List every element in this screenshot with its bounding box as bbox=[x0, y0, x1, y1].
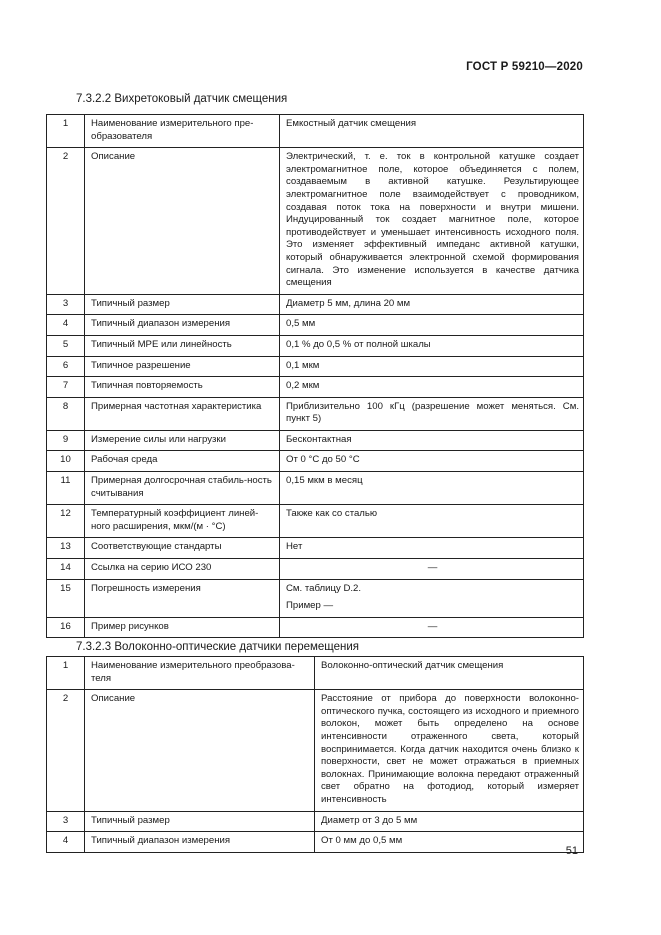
table-row bbox=[47, 690, 584, 811]
parameter-value: Емкостный датчик смещения bbox=[280, 115, 584, 148]
row-number: 14 bbox=[47, 559, 85, 580]
parameter-name: Погрешность измерения bbox=[85, 579, 280, 617]
table-row bbox=[47, 335, 584, 356]
row-number: 5 bbox=[47, 335, 85, 356]
parameter-value: От 0 мм до 0,5 мм bbox=[315, 832, 584, 853]
fiber-optic-sensor-table bbox=[46, 656, 584, 853]
parameter-name: Соответствующие стандарты bbox=[85, 538, 280, 559]
table-row bbox=[47, 315, 584, 336]
parameter-value: Расстояние от прибора до поверхности волоконно-оптического пучка, состоящего из исходного и приемного волокон, может быть определено на основе интенсивности отраженного света, который воспринимается. Когда датчик находится очень близко к поверхности, свет не может отражаться в приемных волокнах. Принимающие волокна передают отраженный свет обратно на фотодиод, который измеряет интенсивность bbox=[315, 690, 584, 811]
example-label: Пример — bbox=[286, 600, 334, 612]
parameter-value: 0,15 мкм в месяц bbox=[280, 472, 584, 505]
row-number: 7 bbox=[47, 377, 85, 398]
table-row bbox=[47, 430, 584, 451]
table-row bbox=[47, 377, 584, 398]
row-number: 16 bbox=[47, 617, 85, 638]
parameter-value: — bbox=[280, 559, 584, 580]
table-row bbox=[47, 356, 584, 377]
row-number: 2 bbox=[47, 148, 85, 295]
parameter-name: Наименование измерительного преобразова-теля bbox=[85, 657, 315, 690]
table-row bbox=[47, 832, 584, 853]
parameter-name: Измерение силы или нагрузки bbox=[85, 430, 280, 451]
parameter-value: 0,1 % до 0,5 % от полной шкалы bbox=[280, 335, 584, 356]
parameter-name: Описание bbox=[85, 690, 315, 811]
table-row bbox=[47, 451, 584, 472]
row-number: 4 bbox=[47, 832, 85, 853]
row-number: 8 bbox=[47, 397, 85, 430]
row-number: 2 bbox=[47, 690, 85, 811]
parameter-name: Ссылка на серию ИСО 230 bbox=[85, 559, 280, 580]
table-row bbox=[47, 397, 584, 430]
table-row bbox=[47, 559, 584, 580]
parameter-value: Бесконтактная bbox=[280, 430, 584, 451]
table-row bbox=[47, 294, 584, 315]
row-number: 10 bbox=[47, 451, 85, 472]
parameter-name: Типичный диапазон измерения bbox=[85, 832, 315, 853]
parameter-value: Волоконно-оптический датчик смещения bbox=[315, 657, 584, 690]
parameter-value: Диаметр от 3 до 5 мм bbox=[315, 811, 584, 832]
parameter-value: Нет bbox=[280, 538, 584, 559]
parameter-value: 0,5 мм bbox=[280, 315, 584, 336]
parameter-value: — bbox=[280, 617, 584, 638]
row-number: 3 bbox=[47, 294, 85, 315]
row-number: 12 bbox=[47, 505, 85, 538]
parameter-name: Примерная частотная характеристика bbox=[85, 397, 280, 430]
parameter-name: Типичный диапазон измерения bbox=[85, 315, 280, 336]
row-number: 6 bbox=[47, 356, 85, 377]
parameter-value: Электрический, т. е. ток в контрольной катушке создает электромагнитное поле, которое объединяется с полем, создаваемым в активной катушке. Результирующее электромагнитное поле взаимодействует с проводником, создавая поток тока на поверхности и внутри мишени. Индуцированный ток создает магнитное поле, которое противодействует и уменьшает интенсивность исходного поля. Это изменяет эффективный импеданс активной катушки, который обнаруживается электронной схемой формирования сигнала. Это изменение используется в качестве датчика смещения bbox=[280, 148, 584, 295]
parameter-name: Типичное разрешение bbox=[85, 356, 280, 377]
table-row bbox=[47, 538, 584, 559]
row-number: 1 bbox=[47, 657, 85, 690]
section-title-fiber-optic: 7.3.2.3 Волоконно-оптические датчики перемещения bbox=[76, 641, 360, 653]
table-row bbox=[47, 579, 584, 617]
row-number: 11 bbox=[47, 472, 85, 505]
standard-header: ГОСТ Р 59210—2020 bbox=[466, 61, 583, 73]
parameter-value bbox=[280, 579, 584, 617]
parameter-name: Типичная повторяемость bbox=[85, 377, 280, 398]
section-title-eddy-current: 7.3.2.2 Вихретоковый датчик смещения bbox=[76, 93, 288, 105]
parameter-name: Рабочая среда bbox=[85, 451, 280, 472]
page-number: 51 bbox=[565, 845, 578, 857]
row-number: 3 bbox=[47, 811, 85, 832]
parameter-value: Диаметр 5 мм, длина 20 мм bbox=[280, 294, 584, 315]
row-number: 1 bbox=[47, 115, 85, 148]
table-row bbox=[47, 148, 584, 295]
row-number: 15 bbox=[47, 579, 85, 617]
parameter-value: 0,2 мкм bbox=[280, 377, 584, 398]
eddy-current-sensor-table bbox=[46, 114, 584, 638]
measurement-uncertainty-reference: См. таблицу D.2. bbox=[286, 582, 362, 594]
parameter-name: Пример рисунков bbox=[85, 617, 280, 638]
table-row bbox=[47, 811, 584, 832]
row-number: 13 bbox=[47, 538, 85, 559]
parameter-value: Приблизительно 100 кГц (разрешение может меняться. См. пункт 5) bbox=[280, 397, 584, 430]
table-row bbox=[47, 505, 584, 538]
table-row bbox=[47, 617, 584, 638]
table-row bbox=[47, 472, 584, 505]
parameter-value: Также как со сталью bbox=[280, 505, 584, 538]
table-row bbox=[47, 115, 584, 148]
parameter-name: Типичный размер bbox=[85, 294, 280, 315]
parameter-value: 0,1 мкм bbox=[280, 356, 584, 377]
parameter-name: Типичный размер bbox=[85, 811, 315, 832]
table-row bbox=[47, 657, 584, 690]
row-number: 4 bbox=[47, 315, 85, 336]
parameter-name: Описание bbox=[85, 148, 280, 295]
parameter-name: Примерная долгосрочная стабиль-ность считывания bbox=[85, 472, 280, 505]
parameter-name: Типичный MPE или линейность bbox=[85, 335, 280, 356]
parameter-name: Температурный коэффициент линей-ного расширения, мкм/(м · °С) bbox=[85, 505, 280, 538]
row-number: 9 bbox=[47, 430, 85, 451]
parameter-value: От 0 °С до 50 °С bbox=[280, 451, 584, 472]
parameter-name: Наименование измерительного пре-образователя bbox=[85, 115, 280, 148]
